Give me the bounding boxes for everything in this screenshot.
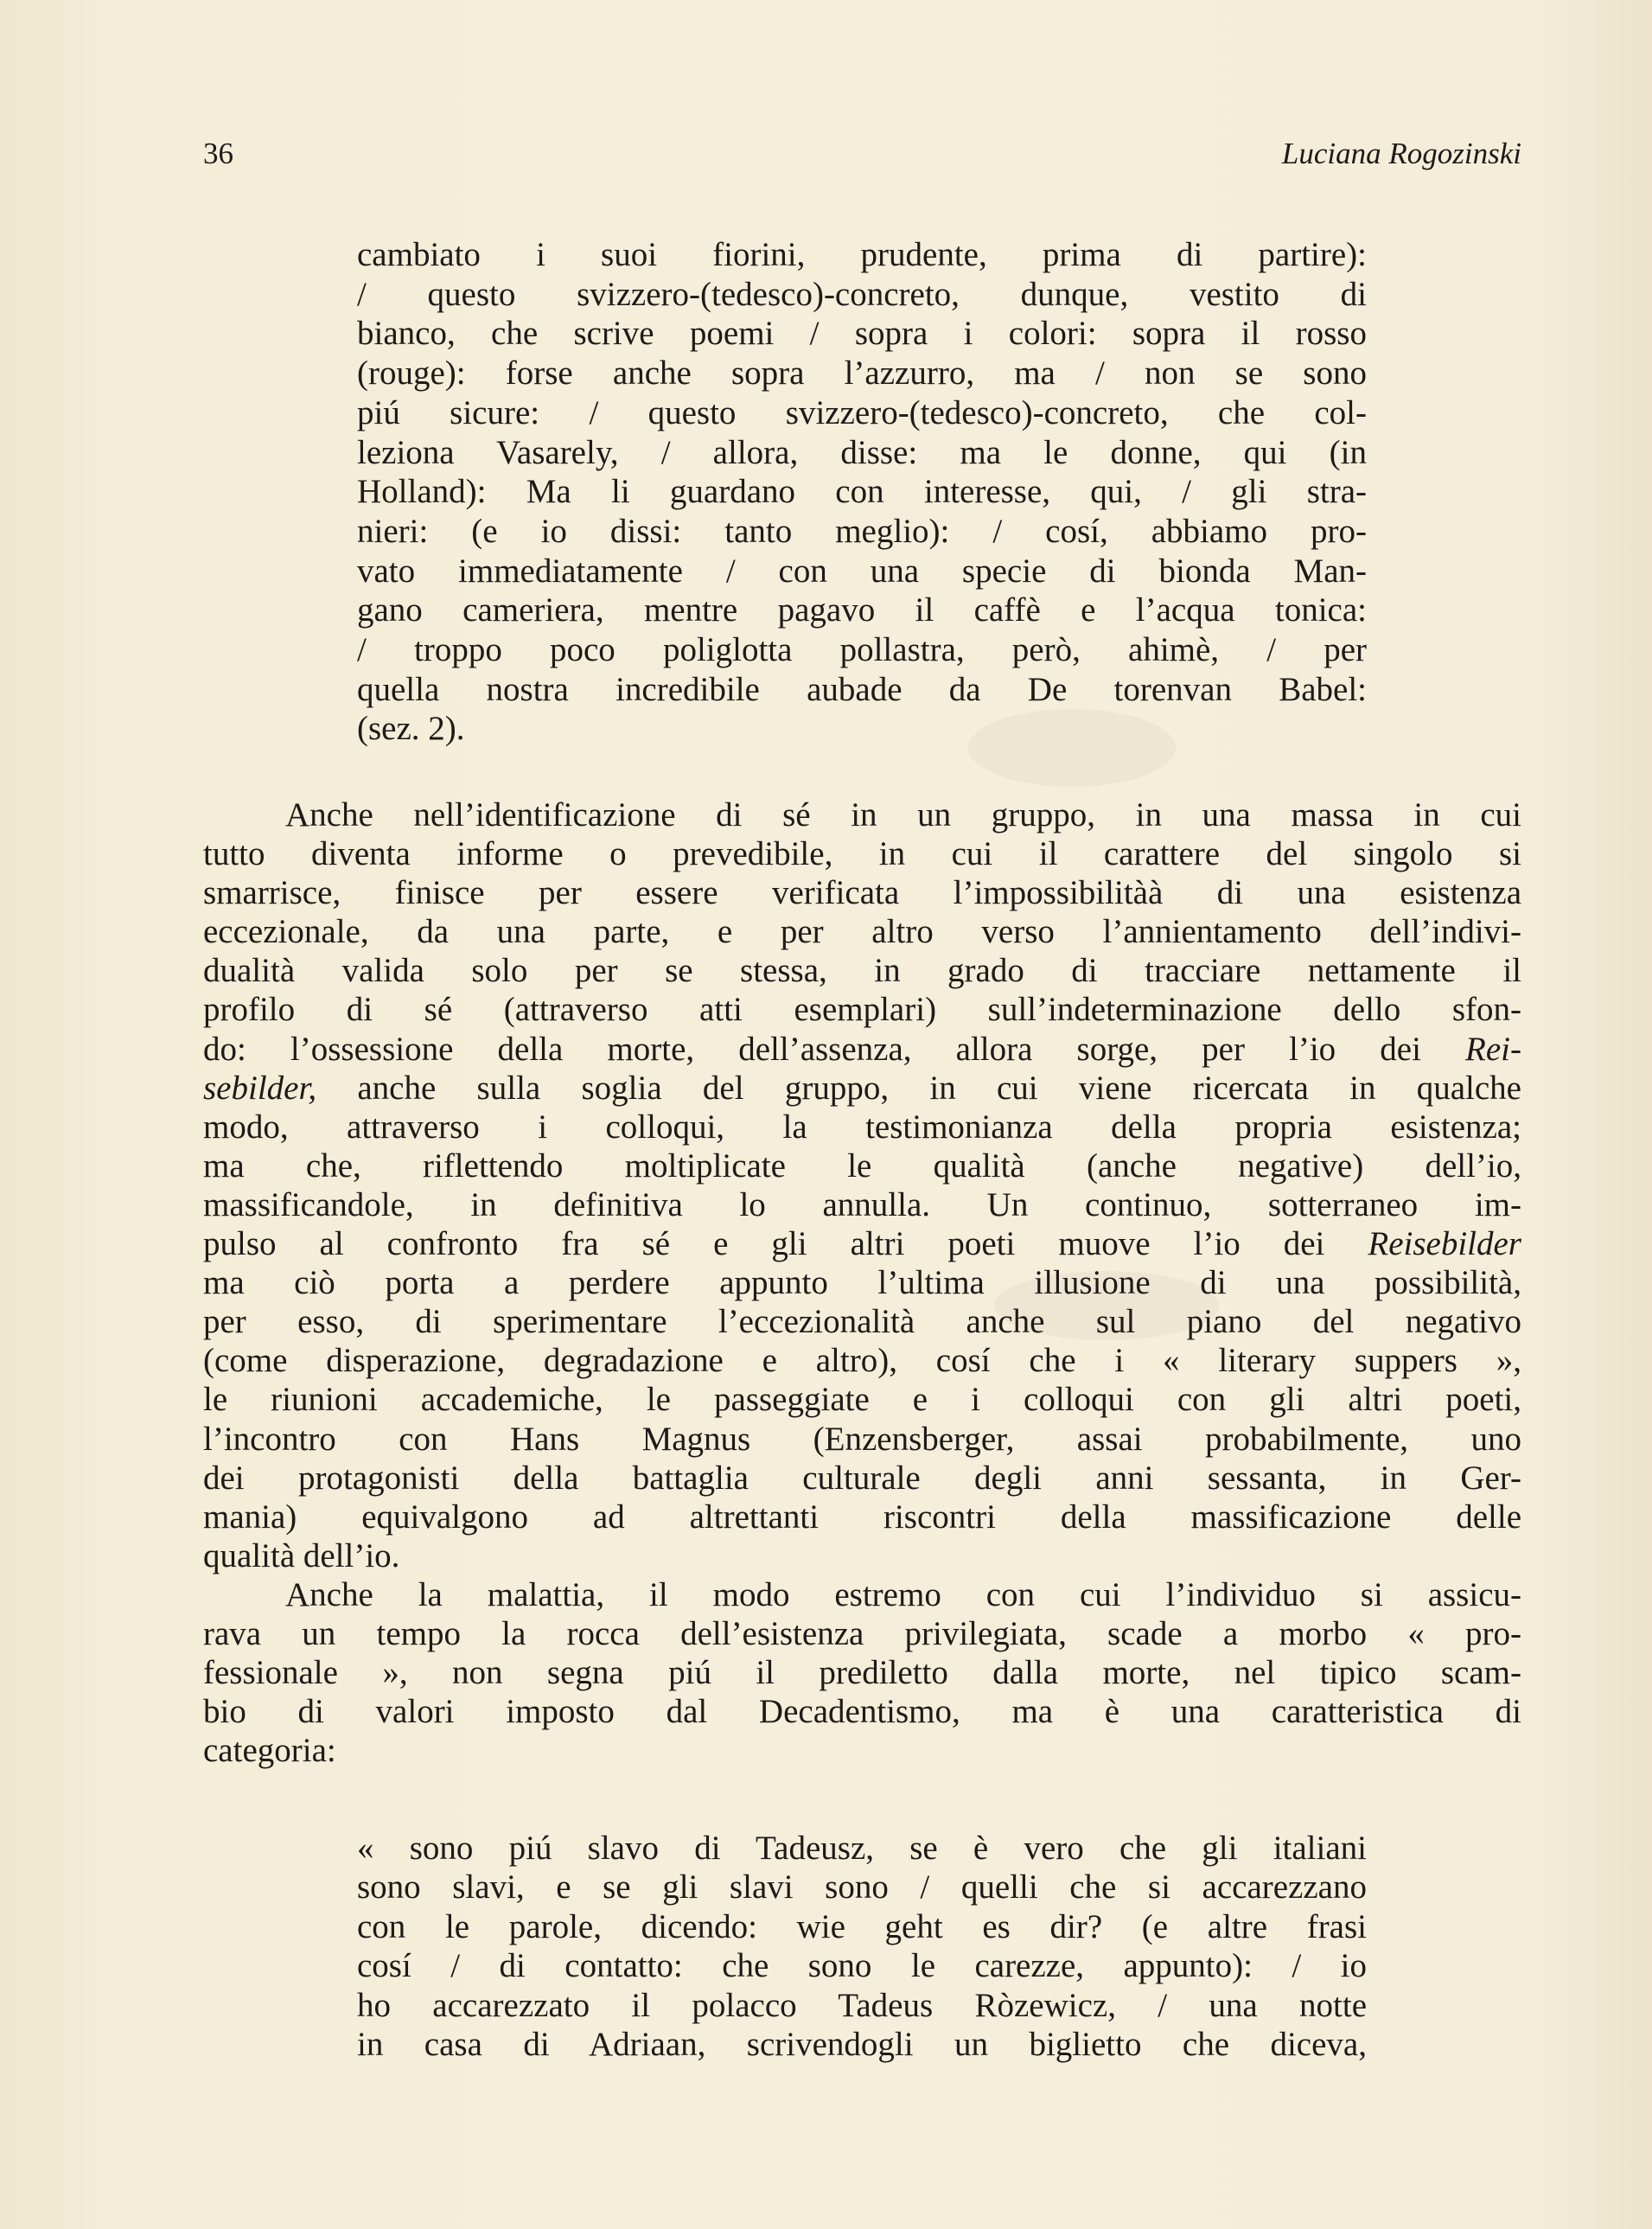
quote-line: quella nostra incredibile aubade da De torenvan Babel: bbox=[357, 670, 1367, 708]
paragraph-line: massificandole, in definitiva lo annulla. Un continuo, sotterraneo im- bbox=[203, 1185, 1521, 1223]
paragraph-line: dei protagonisti della battaglia culturale degli anni sessanta, in Ger- bbox=[203, 1459, 1521, 1497]
paragraph-line: Anche nell’identificazione di sé in un gruppo, in una massa in cui bbox=[285, 796, 1521, 833]
quote-line: / questo svizzero-(tedesco)-concreto, dunque, vestito di bbox=[357, 275, 1367, 313]
quote-line: Holland): Ma li guardano con interesse, qui, / gli stra- bbox=[357, 473, 1367, 511]
quote-line: « sono piú slavo di Tadeusz, se è vero che gli italiani bbox=[357, 1830, 1367, 1867]
quote-line: vato immediatamente / con una specie di bionda Man- bbox=[357, 552, 1367, 590]
quote-line: nieri: (e io dissi: tanto meglio): / cosí, abbiamo pro- bbox=[357, 512, 1367, 550]
paragraph-line: (come disperazione, degradazione e altro), cosí che i « literary suppers », bbox=[203, 1342, 1521, 1380]
paragraph bbox=[203, 795, 1521, 1575]
quote-line: (sez. 2). bbox=[357, 710, 465, 748]
paragraph-line bbox=[203, 1030, 1521, 1069]
paragraph-line: Anche la malattia, il modo estremo con cui l’individuo si assicu- bbox=[285, 1575, 1521, 1613]
paragraph-line: mania) equivalgono ad altrettanti riscontri della massificazione delle bbox=[203, 1498, 1521, 1536]
paragraph bbox=[203, 1575, 1521, 1770]
quote-line: sono slavi, e se gli slavi sono / quelli che si accarezzano bbox=[357, 1868, 1367, 1906]
paragraph-line: qualità dell’io. bbox=[203, 1536, 400, 1574]
paragraph-line bbox=[203, 1224, 1521, 1263]
running-head-author: Luciana Rogozinski bbox=[1281, 137, 1521, 170]
italic-title: sebilder, bbox=[203, 1069, 317, 1107]
page-number: 36 bbox=[203, 137, 233, 170]
paragraph-line: categoria: bbox=[203, 1732, 336, 1770]
paragraph-line: smarrisce, finisce per essere verificata l’impossibilitàà di una esistenza bbox=[203, 874, 1521, 912]
paragraph-line: rava un tempo la rocca dell’esistenza privilegiata, scade a morbo « pro- bbox=[203, 1614, 1521, 1652]
paragraph-line: fessionale », non segna piú il prediletto dalla morte, nel tipico scam- bbox=[203, 1654, 1521, 1692]
quote-line: cambiato i suoi fiorini, prudente, prima di partire): bbox=[357, 236, 1367, 273]
quote-line: bianco, che scrive poemi / sopra i colori: sopra il rosso bbox=[357, 315, 1367, 353]
paragraph-line: ma che, riflettendo moltiplicate le qualità (anche negative) dell’io, bbox=[203, 1146, 1521, 1185]
line-text: do: l’ossessione della morte, dell’assenza, allora sorge, per l’io dei bbox=[203, 1030, 1466, 1068]
paragraph-line: ma ciò porta a perdere appunto l’ultima illusione di una possibilità, bbox=[203, 1264, 1521, 1302]
quote-line: gano cameriera, mentre pagavo il caffè e l’acqua tonica: bbox=[357, 591, 1367, 629]
quote-line: (rouge): forse anche sopra l’azzurro, ma / non se sono bbox=[357, 354, 1367, 393]
body-text bbox=[203, 795, 1521, 1770]
quote-line: cosí / di contatto: che sono le carezze, appunto): / io bbox=[357, 1947, 1367, 1985]
paragraph-line: eccezionale, da una parte, e per altro verso l’annientamento dell’indivi- bbox=[203, 913, 1521, 951]
quote-line: piú sicure: / questo svizzero-(tedesco)-concreto, che col- bbox=[357, 393, 1367, 431]
block-quote-bottom bbox=[357, 1829, 1367, 2064]
quote-line: / troppo poco poliglotta pollastra, però, ahimè, / per bbox=[357, 631, 1367, 669]
block-quote-top bbox=[357, 235, 1367, 749]
italic-title: Reisebilder bbox=[1368, 1225, 1521, 1263]
paragraph-line: profilo di sé (attraverso atti esemplari) sull’indeterminazione dello sfon- bbox=[203, 991, 1521, 1029]
quote-line: leziona Vasarely, / allora, disse: ma le donne, qui (in bbox=[357, 433, 1367, 471]
paragraph-line: per esso, di sperimentare l’eccezionalità anche sul piano del negativo bbox=[203, 1303, 1521, 1341]
quote-line: ho accarezzato il polacco Tadeus Ròzewicz, / una notte bbox=[357, 1986, 1367, 2024]
paragraph-line bbox=[203, 1069, 1521, 1108]
quote-line: con le parole, dicendo: wie geht es dir? (e altre frasi bbox=[357, 1907, 1367, 1945]
paragraph-line: tutto diventa informe o prevedibile, in cui il carattere del singolo si bbox=[203, 835, 1521, 873]
paragraph-line: bio di valori imposto dal Decadentismo, ma è una caratteristica di bbox=[203, 1693, 1521, 1731]
paragraph-line: l’incontro con Hans Magnus (Enzensberger, assai probabilmente, uno bbox=[203, 1420, 1521, 1458]
line-text: anche sulla soglia del gruppo, in cui viene ricercata in qualche bbox=[316, 1069, 1521, 1107]
paragraph-line: le riunioni accademiche, le passeggiate e i colloqui con gli altri poeti, bbox=[203, 1381, 1521, 1419]
italic-title: Rei- bbox=[1465, 1030, 1521, 1068]
paragraph-line: dualità valida solo per se stessa, in grado di tracciare nettamente il bbox=[203, 952, 1521, 990]
quote-line: in casa di Adriaan, scrivendogli un biglietto che diceva, bbox=[357, 2026, 1367, 2064]
line-text: pulso al confronto fra sé e gli altri poeti muove l’io dei bbox=[203, 1225, 1368, 1263]
running-head bbox=[203, 137, 1521, 185]
paragraph-line: modo, attraverso i colloqui, la testimonianza della propria esistenza; bbox=[203, 1108, 1521, 1146]
